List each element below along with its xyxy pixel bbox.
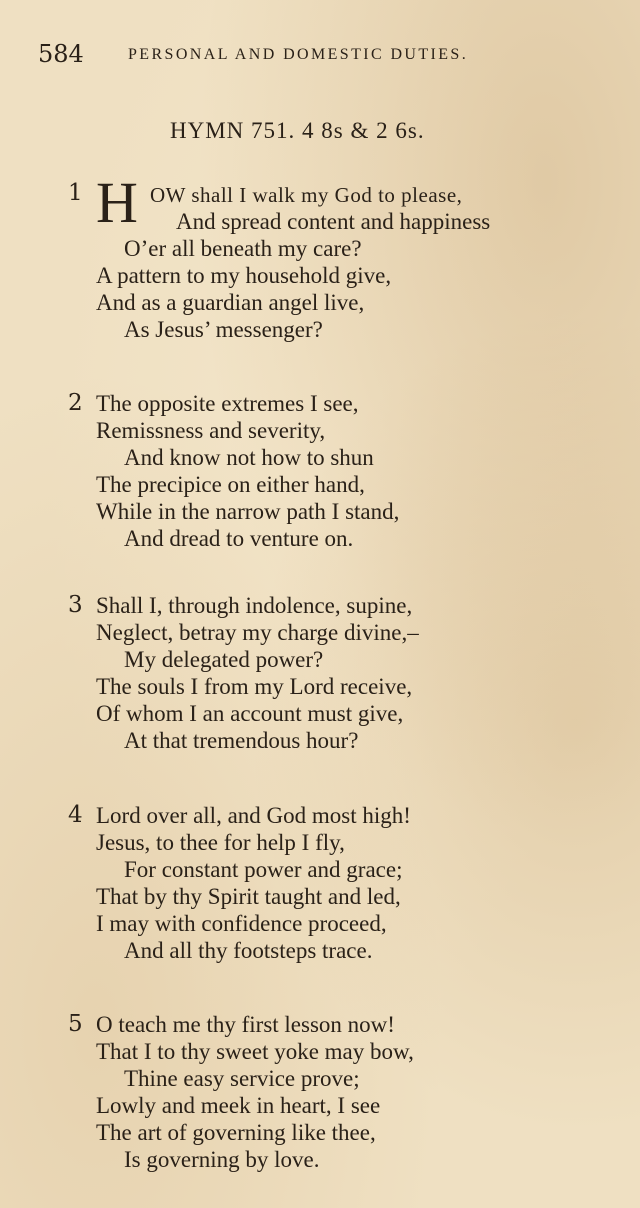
stanza-line: Lowly and meek in heart, I see: [96, 1093, 381, 1118]
stanza-line: As Jesus’ messenger?: [124, 317, 323, 342]
stanza-line: Remissness and severity,: [96, 418, 326, 443]
stanza-line: At that tremendous hour?: [124, 728, 359, 753]
stanza-number: 1: [68, 180, 83, 206]
stanza-line: Neglect, betray my charge divine,–: [96, 620, 419, 645]
stanza-line: Thine easy service prove;: [124, 1066, 360, 1091]
stanza-line: Lord over all, and God most high!: [96, 803, 411, 828]
stanza-line: For constant power and grace;: [124, 857, 403, 882]
stanza-line: Is governing by love.: [124, 1147, 320, 1172]
stanza-number: 2: [68, 390, 83, 416]
stanza-line: A pattern to my household give,: [96, 263, 392, 288]
stanza-line: And spread content and happiness: [176, 209, 491, 234]
drop-capital: H: [96, 170, 138, 235]
stanza-number: 3: [68, 592, 83, 618]
stanza-line: While in the narrow path I stand,: [96, 499, 400, 524]
stanza-line: Shall I, through indolence, supine,: [96, 593, 413, 618]
stanza-line: The precipice on either hand,: [96, 472, 365, 497]
stanza-line: That I to thy sweet yoke may bow,: [96, 1039, 414, 1064]
running-head: PERSONAL AND DOMESTIC DUTIES.: [128, 46, 469, 63]
stanza-line: OW shall I walk my God to please,: [150, 183, 463, 207]
stanza-line: O teach me thy first lesson now!: [96, 1012, 395, 1037]
stanza-line: And dread to venture on.: [124, 526, 354, 551]
stanza-line: I may with confidence proceed,: [96, 911, 387, 936]
stanza-line: And know not how to shun: [124, 445, 374, 470]
stanza-line: And all thy footsteps trace.: [124, 938, 373, 963]
stanza-line: The souls I from my Lord receive,: [96, 674, 413, 699]
page-number: 584: [38, 40, 84, 68]
stanza-line: O’er all beneath my care?: [124, 236, 362, 261]
stanza-line: That by thy Spirit taught and led,: [96, 884, 401, 909]
stanza-line: The opposite extremes I see,: [96, 391, 359, 416]
hymn-title: HYMN 751. 4 8s & 2 6s.: [170, 118, 425, 143]
stanza-number: 5: [68, 1011, 83, 1037]
stanza-number: 4: [68, 802, 83, 828]
stanza-line: My delegated power?: [124, 647, 324, 672]
stanza-line: And as a guardian angel live,: [96, 290, 365, 315]
stanza-line: Jesus, to thee for help I fly,: [96, 830, 345, 855]
stanza-line: Of whom I an account must give,: [96, 701, 404, 726]
stanza-line: The art of governing like thee,: [96, 1120, 376, 1145]
